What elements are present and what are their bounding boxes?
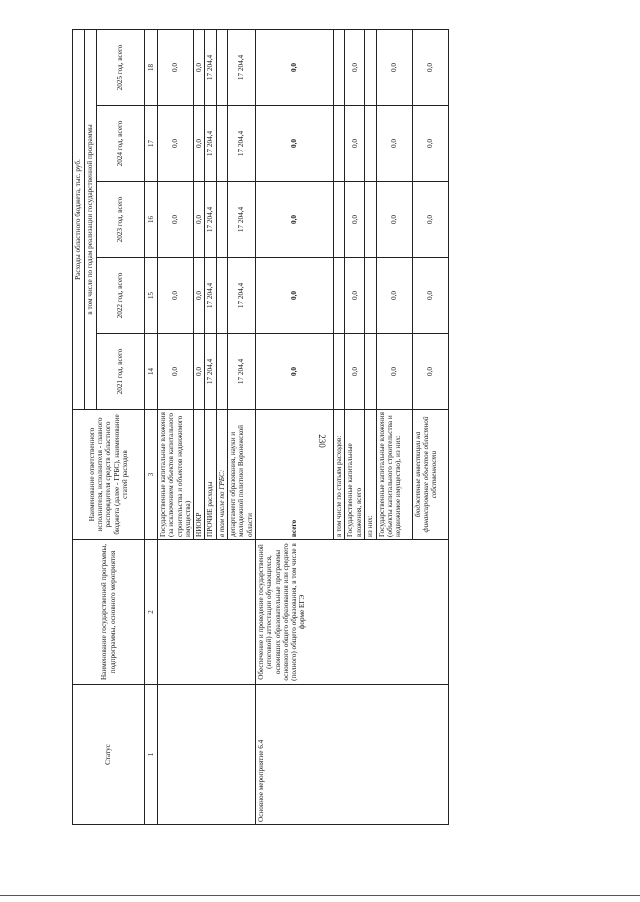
measure-name: Обеспечение и проведение государственной (итоговой) аттестации обучающихся, освоивших образовательные программы основного общего образования или среднего (полного) общего образования, в том числе в форме ЕГЭ — [255, 540, 448, 685]
row-value: 17 204,4 — [205, 258, 216, 334]
row-value: 17 204,4 — [227, 334, 255, 410]
row-label: в том числе по статьям расходов: — [333, 410, 344, 540]
row-value: 0,0 — [412, 334, 448, 410]
row-value: 0,0 — [194, 106, 205, 182]
col-number: 14 — [145, 334, 158, 410]
measure-status: Основное мероприятие 6.4 — [255, 685, 448, 825]
row-label: Государственные капитальные вложения (объекты капитального строительства и недвижимое имущество), из них: — [376, 410, 412, 540]
col-number: 16 — [145, 182, 158, 258]
row-value: 0,0 — [412, 106, 448, 182]
row-value: 0,0 — [255, 334, 333, 410]
row-value-empty — [333, 258, 344, 334]
row-value: 0,0 — [376, 106, 412, 182]
program-cell-empty — [158, 540, 256, 685]
col-number: 1 — [145, 685, 158, 825]
row-value: 17 204,4 — [205, 106, 216, 182]
row-label: в том числе по ГРБС: — [216, 410, 227, 540]
header-year-2021: 2021 год, всего — [97, 334, 145, 410]
row-value-empty — [365, 258, 376, 334]
row-value: 0,0 — [158, 182, 194, 258]
header-year-2023: 2023 год, всего — [97, 182, 145, 258]
table-row — [255, 29, 333, 824]
row-label: бюджетные инвестиции на финансирование объектов областной собственности — [412, 410, 448, 540]
col-number: 18 — [145, 29, 158, 105]
row-value-empty — [333, 182, 344, 258]
row-value: 0,0 — [255, 106, 333, 182]
header-budget-sub: в том числе по годам реализации государственной программы — [85, 29, 97, 409]
row-value: 0,0 — [345, 106, 365, 182]
row-value: 0,0 — [194, 29, 205, 105]
page-number: 230 — [317, 434, 327, 448]
row-value: 0,0 — [255, 29, 333, 105]
row-value: 17 204,4 — [205, 334, 216, 410]
row-value: 0,0 — [412, 182, 448, 258]
row-value-empty — [333, 334, 344, 410]
budget-table-rotated — [72, 30, 572, 825]
row-value: 17 204,4 — [205, 182, 216, 258]
scan-edge-line — [0, 895, 640, 896]
row-label: Государственные капитальные вложения, всего — [345, 410, 365, 540]
header-budget-group: Расходы областного бюджета, тыс. руб. — [73, 29, 85, 409]
row-value: 0,0 — [345, 334, 365, 410]
row-value-empty — [333, 106, 344, 182]
row-value-empty — [365, 182, 376, 258]
table-row — [158, 29, 194, 824]
header-status: Статус — [73, 685, 145, 825]
row-value-empty — [216, 29, 227, 105]
row-value: 0,0 — [255, 182, 333, 258]
row-value: 17 204,4 — [205, 29, 216, 105]
row-value: 0,0 — [376, 334, 412, 410]
row-value-empty — [216, 258, 227, 334]
row-value-empty — [216, 334, 227, 410]
row-value: 0,0 — [376, 29, 412, 105]
row-value: 0,0 — [194, 258, 205, 334]
row-label: департамент образования, науки и молодежной политики Воронежской области — [227, 410, 255, 540]
col-number: 2 — [145, 540, 158, 685]
budget-table — [72, 29, 449, 825]
row-value: 0,0 — [255, 258, 333, 334]
header-executor: Наименование ответственного исполнителя, исполнителя - главного распорядителя средств областного бюджета (далее - ГРБС), наименование статей расходов — [73, 410, 145, 540]
header-year-2024: 2024 год, всего — [97, 106, 145, 182]
row-value: 0,0 — [376, 258, 412, 334]
row-value: 0,0 — [345, 182, 365, 258]
row-value: 0,0 — [376, 182, 412, 258]
row-label: НИОКР — [194, 410, 205, 540]
row-value: 0,0 — [412, 258, 448, 334]
row-value: 0,0 — [345, 258, 365, 334]
row-value: 0,0 — [158, 334, 194, 410]
row-value: 0,0 — [345, 29, 365, 105]
header-program: Наименование государственной программы, подпрограммы, основного мероприятия — [73, 540, 145, 685]
header-year-2025: 2025 год, всего — [97, 29, 145, 105]
row-value: 17 204,4 — [227, 106, 255, 182]
row-value: 0,0 — [194, 334, 205, 410]
row-label: Государственные капитальные вложения (за исключением объектов капитального строительства и объектов недвижимого имущества) — [158, 410, 194, 540]
col-number: 15 — [145, 258, 158, 334]
row-value-empty — [333, 29, 344, 105]
row-value-empty — [216, 106, 227, 182]
col-number: 3 — [145, 410, 158, 540]
row-value: 0,0 — [158, 258, 194, 334]
row-value-empty — [365, 106, 376, 182]
row-label: ПРОЧИЕ расходы — [205, 410, 216, 540]
row-value-empty — [365, 334, 376, 410]
row-value: 17 204,4 — [227, 258, 255, 334]
row-value: 0,0 — [158, 29, 194, 105]
row-value: 0,0 — [194, 182, 205, 258]
col-number: 17 — [145, 106, 158, 182]
row-value: 0,0 — [412, 29, 448, 105]
row-value-empty — [365, 29, 376, 105]
header-year-2022: 2022 год, всего — [97, 258, 145, 334]
row-value-empty — [216, 182, 227, 258]
row-value: 17 204,4 — [227, 29, 255, 105]
row-label: из них: — [365, 410, 376, 540]
row-value: 0,0 — [158, 106, 194, 182]
row-label: всего — [255, 410, 333, 540]
row-value: 17 204,4 — [227, 182, 255, 258]
status-cell-empty — [158, 685, 256, 825]
